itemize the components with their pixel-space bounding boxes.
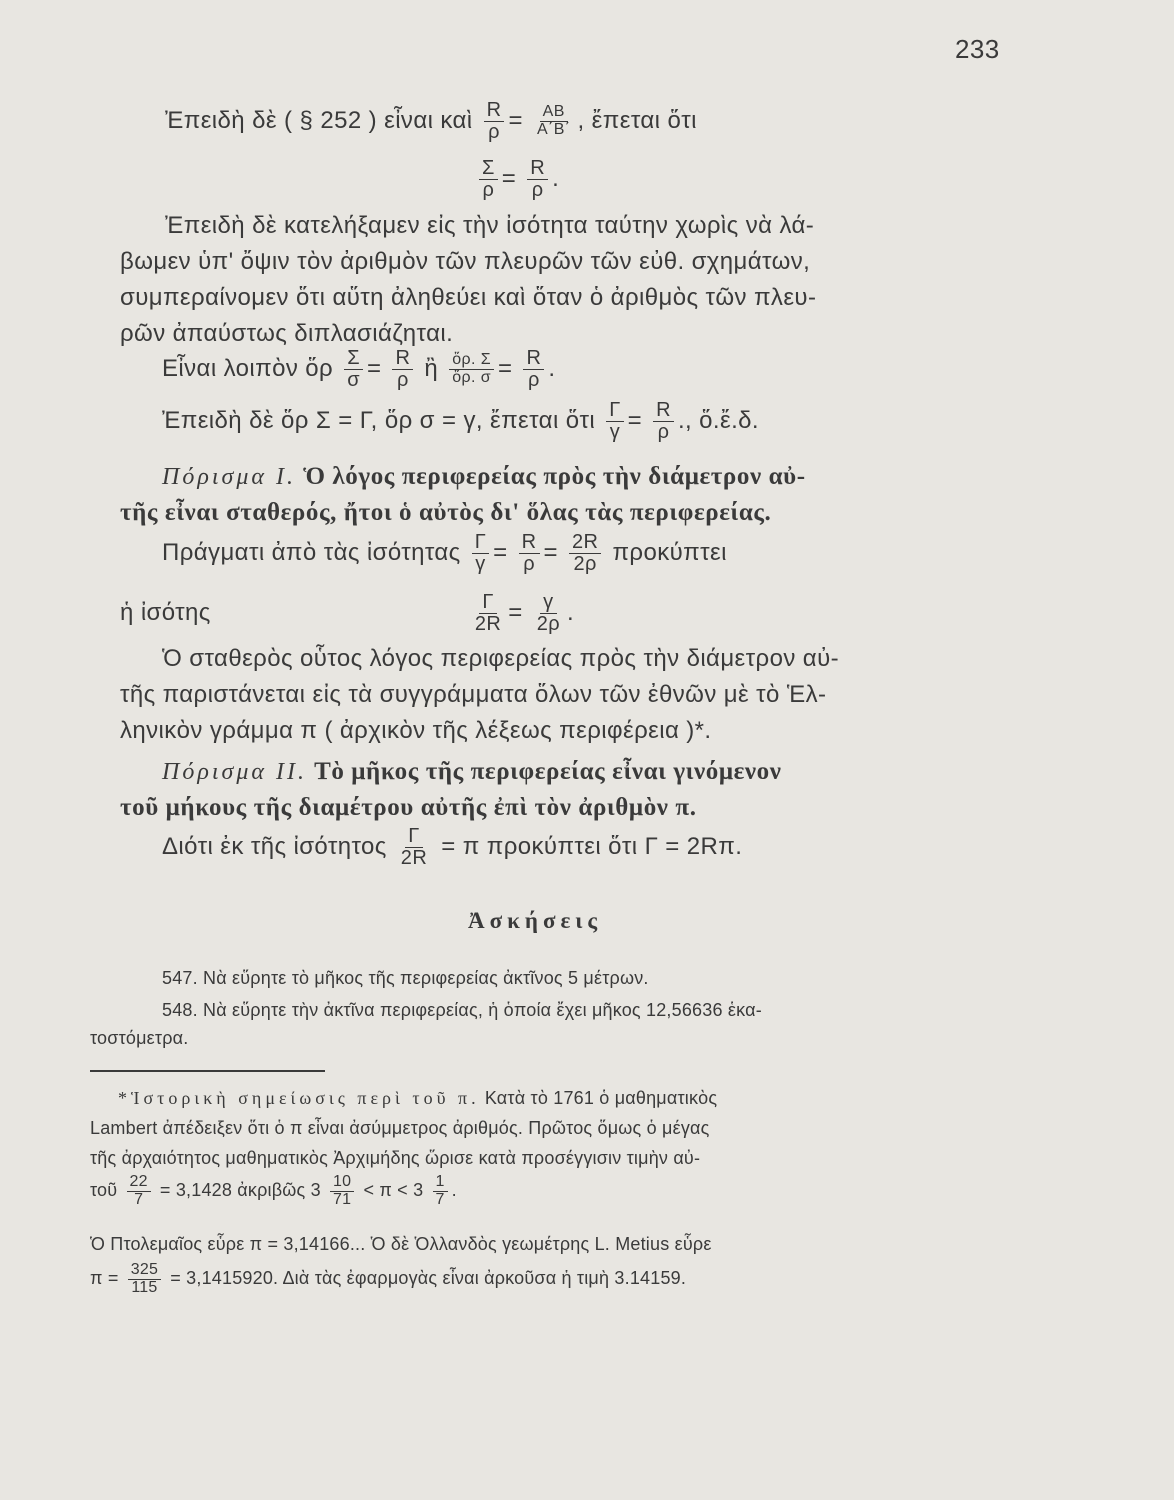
corollary-label: Πόρισμα Ι. — [162, 464, 296, 490]
text: < π < 3 — [363, 1180, 424, 1201]
paragraph-line: ρῶν ἀπαύστως διπλασιάζηται. — [120, 320, 454, 347]
numerator: 325 — [128, 1262, 161, 1280]
denominator: 2R — [474, 613, 502, 635]
equals: = — [508, 598, 523, 626]
numerator: 22 — [127, 1174, 151, 1192]
numerator: R — [519, 532, 540, 554]
text: π = — [90, 1268, 119, 1289]
fraction — [479, 158, 498, 201]
denominator: 2ρ — [573, 553, 597, 575]
fraction — [523, 348, 544, 391]
text: ἢ — [424, 354, 439, 382]
equation-line-3 — [162, 348, 555, 391]
text: Εἶναι λοιπὸν ὅρ — [162, 354, 334, 382]
numerator: R — [523, 348, 544, 370]
equals: = — [627, 406, 643, 434]
numerator: Γ — [472, 532, 489, 554]
fraction — [534, 104, 574, 139]
corollary-statement: Τὸ μῆκος τῆς περιφερείας εἶναι γινόμενον — [314, 758, 782, 785]
equals: = — [543, 538, 558, 566]
denominator: ρ — [528, 369, 540, 391]
paragraph-line: συμπεραίνομεν ὅτι αὕτη ἀληθεύει καὶ ὅταν ὁ ἀριθμὸς τῶν πλευ- — [120, 284, 817, 311]
equation-line-4 — [162, 400, 759, 443]
corollary-statement: Ὁ λόγος περιφερείας πρὸς τὴν διάμετρον αὐ- — [303, 463, 806, 490]
fraction — [472, 592, 504, 635]
denominator: 115 — [131, 1278, 158, 1296]
denominator: A΄B΄ — [536, 121, 571, 138]
numerator: 2R — [569, 532, 601, 554]
equation-line-6 — [120, 592, 574, 635]
numerator: R — [527, 158, 548, 180]
paragraph-line: τῆς παριστάνεται εἰς τὰ συγγράμματα ὅλων τῶν ἐθνῶν μὲ τὸ Ἑλ- — [120, 681, 827, 708]
footnote-line: τῆς ἀρχαιότητος μαθηματικὸς Ἀρχιμήδης ὥρισε κατὰ προσέγγισιν τιμὴν αὐ- — [90, 1148, 701, 1168]
denominator: 71 — [333, 1190, 352, 1208]
fraction — [128, 1262, 161, 1297]
paragraph-line: Ἐπειδὴ δὲ κατελήξαμεν εἰς τὴν ἰσότητα ταύτην χωρὶς νὰ λά- — [165, 212, 815, 239]
corollary-statement-cont: τοῦ μήκους τῆς διαμέτρου αὐτῆς ἐπὶ τὸν ἀριθμὸν π. — [120, 794, 697, 821]
text: = π προκύπτει ὅτι Γ = 2Rπ. — [441, 832, 743, 860]
footnote-line-fractions — [90, 1174, 457, 1209]
numerator: ὅρ. Σ — [449, 352, 494, 370]
numerator: Γ — [405, 826, 422, 848]
exercises-title: Ἀσκήσεις — [468, 908, 603, 933]
footnote-rule — [90, 1070, 325, 1072]
text: Κατὰ τὸ 1761 ὁ μαθηματικὸς — [484, 1088, 718, 1108]
footnote-heading: *Ἱστορικὴ σημείωσις περὶ τοῦ π. — [118, 1088, 480, 1108]
fraction — [606, 400, 623, 443]
text: , ἔπεται ὅτι — [577, 106, 697, 134]
fraction — [527, 158, 548, 201]
numerator: Σ — [344, 348, 363, 370]
text: ., ὅ.ἔ.δ. — [677, 406, 759, 434]
fraction — [344, 348, 363, 391]
page-number: 233 — [955, 34, 1000, 64]
numerator: AB — [540, 104, 568, 122]
equation-line-5 — [162, 532, 727, 575]
equation-line-1 — [165, 100, 697, 143]
denominator: 2ρ — [536, 613, 561, 635]
fraction — [330, 1174, 354, 1209]
denominator: 7 — [435, 1190, 445, 1208]
fraction — [653, 400, 674, 443]
fraction — [484, 100, 505, 143]
denominator: ρ — [531, 179, 544, 201]
equation-line-7 — [162, 826, 742, 869]
text: = 3,1415920. Διὰ τὰς ἐφαρμογὰς εἶναι ἀρκοῦσα ἡ τιμὴ 3.14159. — [170, 1268, 687, 1289]
corollary-statement-cont: τῆς εἶναι σταθερός, ἤτοι ὁ αὐτὸς δι' ὅλας τὰς περιφερείας. — [120, 499, 772, 526]
paragraph-line: βωμεν ὑπ' ὄψιν τὸν ἀριθμὸν τῶν πλευρῶν τῶν εὐθ. σχημάτων, — [120, 248, 811, 275]
denominator: γ — [609, 421, 621, 443]
equals: = — [497, 354, 513, 382]
fraction — [398, 826, 430, 869]
text: Ἐπειδὴ δὲ ὅρ Σ = Γ, ὅρ σ = γ, ἔπεται ὅτι — [162, 406, 596, 434]
fraction — [433, 1174, 448, 1209]
numerator: 10 — [330, 1174, 354, 1192]
denominator: 2R — [400, 847, 428, 869]
text: Διότι ἐκ τῆς ἰσότητος — [162, 832, 387, 860]
paragraph-line: Ὁ σταθερὸς οὗτος λόγος περιφερείας πρὸς τὴν διάμετρον αὐ- — [162, 645, 839, 672]
exercise-548: 548. Νὰ εὕρητε τὴν ἀκτῖνα περιφερείας, ἡ ὁποία ἔχει μῆκος 12,56636 ἑκα- — [162, 1000, 762, 1020]
corollary-2 — [162, 758, 782, 786]
numerator: R — [392, 348, 413, 370]
denominator: ρ — [657, 421, 670, 443]
denominator: ὅρ. σ — [452, 369, 491, 386]
equals: = — [501, 164, 517, 192]
corollary-label: Πόρισμα ΙΙ. — [162, 759, 307, 785]
numerator: Γ — [479, 592, 496, 614]
denominator: ρ — [482, 179, 495, 201]
text: Πράγματι ἀπὸ τὰς ἰσότητας — [162, 538, 461, 566]
text: . — [552, 164, 560, 192]
text: Ἐπειδὴ δὲ ( § 252 ) εἶναι καὶ — [165, 106, 473, 134]
text: . — [548, 354, 556, 382]
text: προκύπτει — [612, 538, 727, 566]
text: = 3,1428 ἀκριβῶς 3 — [159, 1180, 321, 1201]
denominator: 7 — [134, 1190, 144, 1208]
fraction — [569, 532, 601, 575]
fraction — [534, 592, 563, 635]
fraction — [472, 532, 489, 575]
denominator: γ — [475, 553, 486, 575]
exercise-547: 547. Νὰ εὕρητε τὸ μῆκος τῆς περιφερείας ἀκτῖνος 5 μέτρων. — [162, 968, 649, 988]
denominator: ρ — [396, 369, 409, 391]
numerator: Γ — [606, 400, 623, 422]
numerator: Σ — [479, 158, 498, 180]
corollary-1 — [162, 463, 806, 491]
text: . — [451, 1180, 457, 1201]
equals: = — [366, 354, 382, 382]
text: . — [567, 598, 575, 626]
text: τοῦ — [90, 1180, 118, 1201]
equals: = — [508, 106, 523, 134]
denominator: ρ — [523, 553, 535, 575]
denominator: σ — [347, 369, 360, 391]
footnote-line-fraction — [90, 1262, 686, 1297]
numerator: 1 — [433, 1174, 448, 1192]
exercise-548-cont: τοστόμετρα. — [90, 1028, 189, 1048]
equals: = — [493, 538, 508, 566]
numerator: R — [653, 400, 674, 422]
fraction — [519, 532, 540, 575]
footnote-line — [118, 1088, 717, 1109]
paragraph-line: ληνικὸν γράμμα π ( ἀρχικὸν τῆς λέξεως περιφέρεια )*. — [120, 717, 712, 744]
fraction — [392, 348, 413, 391]
numerator: R — [484, 100, 505, 122]
footnote-line: Lambert ἀπέδειξεν ὅτι ὁ π εἶναι ἀσύμμετρος ἀριθμός. Πρῶτος ὅμως ὁ μέγας — [90, 1118, 710, 1138]
text: ἡ ἰσότης — [120, 598, 211, 626]
fraction — [127, 1174, 151, 1209]
footnote-line: Ὁ Πτολεμαῖος εὗρε π = 3,14166... Ὁ δὲ Ὁλλανδὸς γεωμέτρης L. Metius εὗρε — [90, 1234, 712, 1254]
denominator: ρ — [488, 121, 500, 143]
fraction — [449, 352, 494, 387]
equation-line-2 — [475, 158, 559, 201]
numerator: γ — [540, 592, 556, 614]
